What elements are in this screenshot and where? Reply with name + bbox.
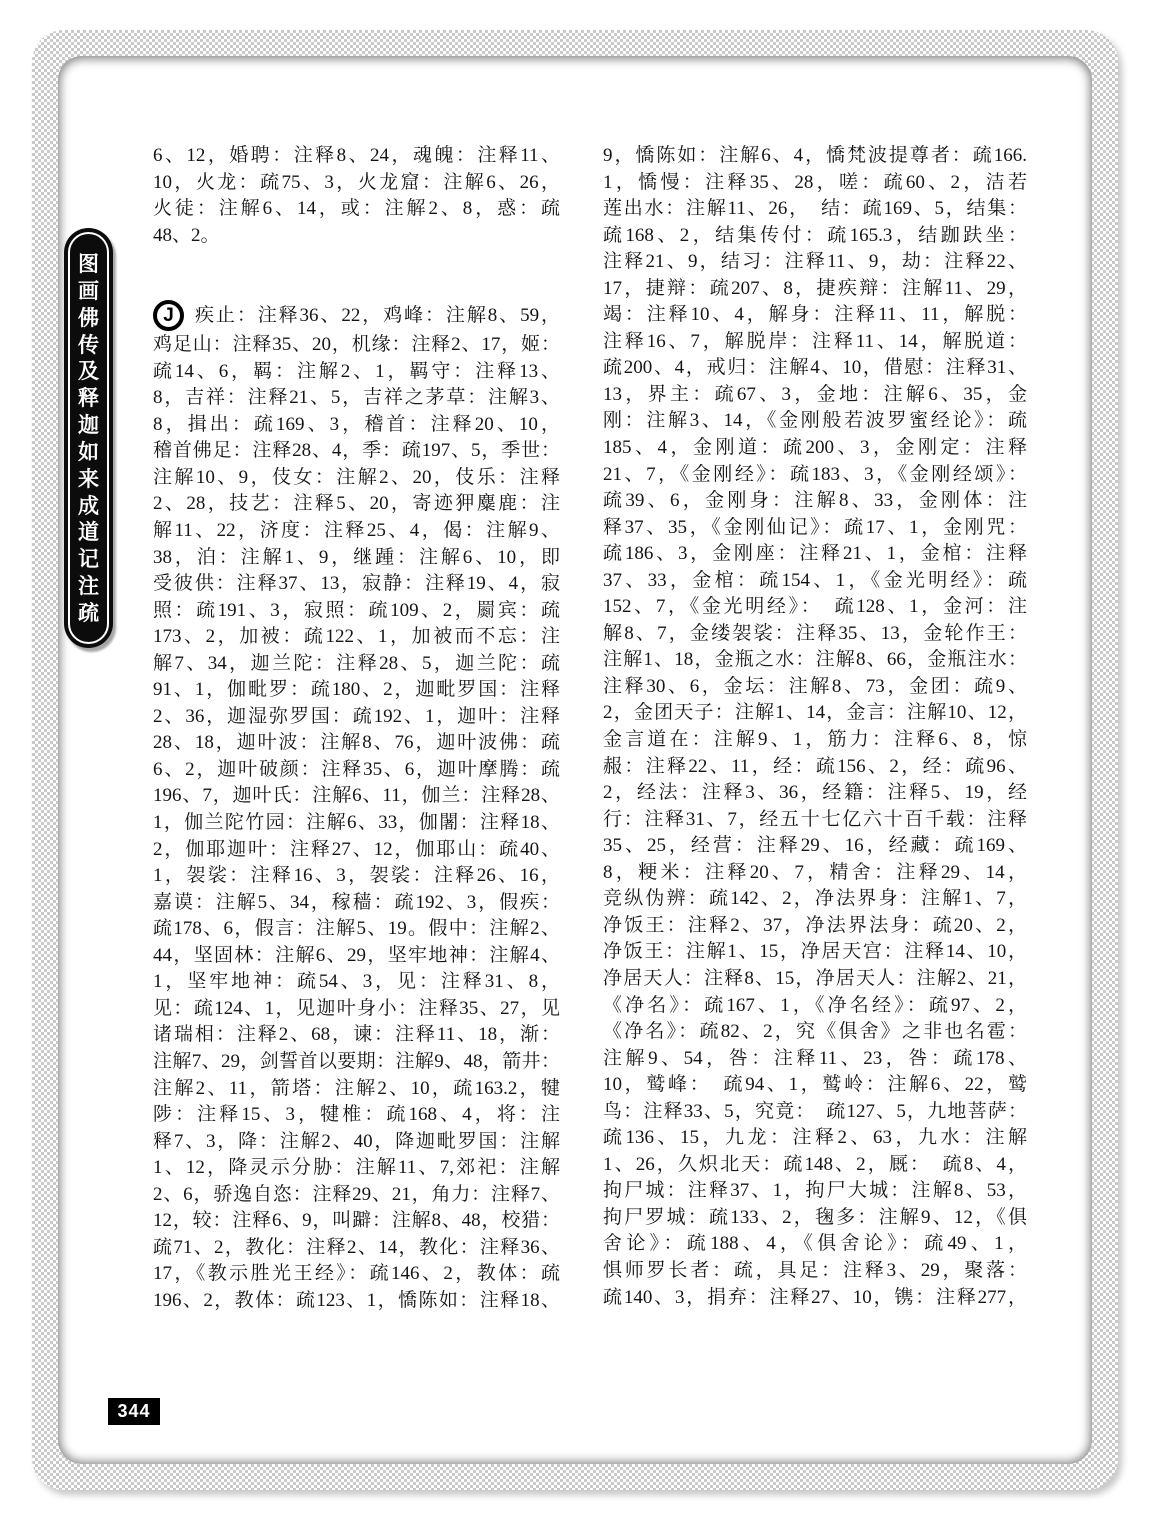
text-line: 鸡足山：注释35、20，机缘：注释2、17，姬：	[153, 334, 560, 356]
text-line: 10，火龙：疏75、3，火龙窟：注解6、26，	[153, 171, 560, 193]
spine-title-char: 释	[78, 386, 99, 411]
spine-title-char: 疏	[78, 600, 99, 625]
text-line: 28、18，迦叶波：注解8、76，迦叶波佛：疏	[153, 732, 560, 754]
text-line: 注解1、18，金瓶之水：注解8、66，金瓶注水：	[603, 649, 1027, 671]
text-line: 2、28，技艺：注释5、20，寄迹狎麋鹿：注	[153, 493, 560, 515]
text-line: 9，憍陈如：注解6、4，憍梵波提尊者：疏166.	[603, 145, 1027, 166]
text-line: 2，伽耶迦叶：注释27、12，伽耶山：疏40、	[153, 838, 560, 860]
text-line: 152、7，《金光明经》： 疏128、1，金河：注	[603, 596, 1027, 618]
right-text-column	[603, 143, 1027, 1311]
text-line: 受彼供：注释37、13，寂静：注释19、4，寂	[153, 573, 560, 595]
text-line: 疏14、6，羁：注解2、1，羁守：注释13、	[153, 360, 560, 382]
text-line: 赧：注释22、11，经：疏156、2，经：疏96、	[603, 755, 1027, 777]
section-j-first-line	[153, 299, 560, 332]
text-line: 注释21、9，结习：注释11、9，劫：注释22、	[603, 251, 1027, 273]
text-line: 2、36，迦湿弥罗国：疏192、1，迦叶：注释	[153, 705, 560, 727]
text-line: 1，坚牢地神：疏54、3，见：注释31、8，	[153, 971, 560, 993]
text-line: 诸瑞相：注释2、68，谏：注释11、18，渐：	[153, 1024, 560, 1046]
text-line: 竞纵伪辨：疏142、2，净法界身：注解1、7，	[603, 888, 1027, 910]
text-line: 净饭王：注解1、15，净居天宫：注释14、10，	[603, 941, 1027, 963]
text-line: 8，吉祥：注释21、5，吉祥之茅草：注解3、	[153, 387, 560, 409]
text-line: 注解2、11，箭塔：注解2、10，疏163.2，犍	[153, 1077, 560, 1099]
text-line: 注解7、29，剑誓首以要期：注解9、48，箭井：	[153, 1050, 560, 1072]
text-line: 鸟：注释33、5，究竟： 疏127、5，九地菩萨：	[603, 1100, 1027, 1122]
text-line: 1，伽兰陀竹园：注解6、33，伽闍：注释18、	[153, 812, 560, 834]
text-line: 17，捷辩：疏207、8，捷疾辩：注解11、29，	[603, 277, 1027, 299]
text-line: 注解9、54，咎：注释11、23，咎：疏178、	[603, 1047, 1027, 1069]
text-line: 照：疏191、3，寂照：疏109、2，罽宾：疏	[153, 599, 560, 621]
text-line: 1，袈裟：注释16、3，袈裟：注释26、16，	[153, 865, 560, 887]
text-line: 12，较：注释6、9，叫躃：注解8、48，校猎：	[153, 1210, 560, 1232]
text-line: 《净名》：疏82、2，究《俱舍》之非也名雹：	[603, 1021, 1027, 1043]
text-line: 拘尸罗城：疏133、2，毱多：注解9、12，《俱	[603, 1206, 1027, 1228]
text-line: 陟：注释15、3，犍椎：疏168、4，将：注	[153, 1104, 560, 1126]
text-line: 疏71、2，教化：注释2、14，教化：注释36、	[153, 1236, 560, 1258]
text-line: 2，经法：注释3、36，经籍：注释5、19，经	[603, 782, 1027, 804]
text-line: 行：注释31、7，经五十七亿六十百千载：注释	[603, 808, 1027, 830]
text-line: 2、6，骄逸自恣：注释29、21，角力：注释7、	[153, 1183, 560, 1205]
left-text-column	[153, 143, 560, 1314]
spine-title-char: 成	[78, 493, 99, 518]
text-line: 释37、35，《金刚仙记》：疏17、1，金刚咒：	[603, 516, 1027, 538]
text-line: 《净名》：疏167、1，《净名经》：疏97、2，	[603, 994, 1027, 1016]
text-line: 净居天人：注释8、15，净居天人：注解2、21，	[603, 967, 1027, 989]
text-line: 8，粳米：注释20、7，精舍：注释29、14，	[603, 861, 1027, 883]
spine-title-char: 佛	[78, 305, 99, 330]
text-line: 疏168、2，结集传付：疏165.3，结跏趺坐：	[603, 224, 1027, 246]
text-line: 疏178、6，假言：注解5、19。假中：注解2、	[153, 918, 560, 940]
text-line: 17，《教示胜光王经》：疏146、2，教体：疏	[153, 1263, 560, 1285]
text-line: 拘尸城：注释37、1，拘尸大城：注解8、53，	[603, 1180, 1027, 1202]
text-line: 竭：注释10、4，解身：注释11、11，解脱：	[603, 304, 1027, 326]
text-line: 惧师罗长者：疏，具足：注释3、29，聚落：	[603, 1259, 1027, 1281]
text-line: 注释30、6，金坛：注解8、73，金团：疏9、	[603, 675, 1027, 697]
text-line: 嘉谟：注解5、34，稼穑：疏192、3，假疾：	[153, 891, 560, 913]
section-j-lines	[153, 332, 560, 1314]
text-line: 见：疏124、1，见迦叶身小：注释35、27，见	[153, 997, 560, 1019]
spine-title-char: 图	[78, 252, 99, 276]
spine-title-char: 道	[78, 520, 99, 545]
text-line: 1、12，降灵示分胁：注解11、7,郊祀：注解	[153, 1157, 560, 1179]
text-line: 6、2，迦叶破颜：注释35、6，迦叶摩腾：疏	[153, 758, 560, 780]
text-line: 解7、34，迦兰陀：注释28、5，迦兰陀：疏	[153, 652, 560, 674]
text-line: 37、33，金棺：疏154、1，《金光明经》：疏	[603, 569, 1027, 591]
text-line: 48、2。	[153, 224, 220, 246]
section-j-block	[153, 299, 560, 1314]
spine-title-char: 注	[78, 574, 99, 599]
spine-title-char: 及	[78, 359, 99, 384]
text-line: 10，鹫峰： 疏94、1，鹫岭：注解6、22，鹫	[603, 1074, 1027, 1096]
text-line: 疾止：注释36、22，鸡峰：注解8、59，	[195, 305, 560, 327]
text-line: 火徒：注解6、14，或：注解2、8，惑：疏	[153, 198, 560, 220]
text-line: 196、7，迦叶氏：注解6、11，伽兰：注释28、	[153, 785, 560, 807]
spine-title-char: 来	[78, 466, 99, 491]
text-line: 莲出水：注解11、26， 结：疏169、5，结集：	[603, 198, 1027, 220]
text-line: 196、2，教体：疏123、1，憍陈如：注释18、	[153, 1289, 560, 1311]
text-line: 解11、22，济度：注释25、4，偈：注解9、	[153, 520, 560, 542]
text-line: 疏200、4，戒归：注解4、10，借慰：注释31、	[603, 357, 1027, 379]
spine-title-banner	[64, 228, 113, 648]
text-line: 185、4，金刚道：疏200、3，金刚定：注释	[603, 437, 1027, 459]
text-line: 13，界主：疏67、3，金地：注解6、35，金	[603, 383, 1027, 405]
spine-title-char: 记	[78, 547, 99, 572]
text-line: 91、1，伽毗罗：疏180、2，迦毗罗国：注释	[153, 679, 560, 701]
spine-title-char: 画	[78, 278, 99, 303]
text-line: 21、7，《金刚经》：疏183、3，《金刚经颂》：	[603, 463, 1027, 485]
text-line: 1，憍慢：注释35、28，嗟：疏60、2，洁若	[603, 171, 1027, 193]
spine-title-char: 传	[78, 332, 99, 357]
text-line: 35、25，经营：注释29、16，经藏：疏169、	[603, 835, 1027, 857]
text-line: 2，金团天子：注解1、14，金言：注解10、12，	[603, 702, 1027, 724]
continued-entries-block	[153, 143, 560, 249]
text-line: 稽首佛足：注释28、4，季：疏197、5，季世：	[153, 440, 560, 462]
text-line: 解8、7，金缕袈裟：注释35、13，金轮作王：	[603, 622, 1027, 644]
text-line: 净饭王：注释2、37，净法界法身：疏20、2，	[603, 914, 1027, 936]
text-line: 刚：注解3、14，《金刚般若波罗蜜经论》：疏	[603, 410, 1027, 432]
text-line: 1、26，久炽北天：疏148、2，厩： 疏8、4，	[603, 1153, 1027, 1175]
text-line: 173、2，加被：疏122、1，加被而不忘：注	[153, 626, 560, 648]
text-line: 疏140、3，捐弃：注释27、10，镌：注释277，	[603, 1286, 1027, 1308]
text-line: 释7、3，降：注解2、40，降迦毗罗国：注解	[153, 1130, 560, 1152]
section-j-letter-badge: J	[153, 300, 184, 331]
text-line: 注解10、9，伎女：注解2、20，伎乐：注释	[153, 466, 560, 488]
spine-title-char: 如	[78, 439, 99, 464]
text-line: 6、12，婚聘：注释8、24，魂魄：注释11、	[153, 145, 560, 166]
text-line: 38，泊：注解1、9，继踵：注解6、10，即	[153, 546, 560, 568]
text-line: 44，坚固林：注解6、29，坚牢地神：注解4、	[153, 944, 560, 966]
spine-title-char: 迦	[78, 413, 99, 438]
text-line: 8，揖出：疏169、3，稽首：注释20、10，	[153, 413, 560, 435]
text-line: 疏39、6，金刚身：注解8、33，金刚体：注	[603, 490, 1027, 512]
text-line: 注释16、7，解脱岸：注释11、14，解脱道：	[603, 330, 1027, 352]
page-number-badge: 344	[108, 1398, 160, 1425]
text-line: 疏136、15，九龙：注释2、63，九水：注解	[603, 1127, 1027, 1149]
text-line: 疏186、3，金刚座：注释21、1，金棺：注释	[603, 543, 1027, 565]
text-line: 舍论》：疏188、4，《俱舍论》：疏49、1，	[603, 1233, 1027, 1255]
text-line: 金言道在：注解9、1，筋力：注释6、8，惊	[603, 729, 1027, 751]
